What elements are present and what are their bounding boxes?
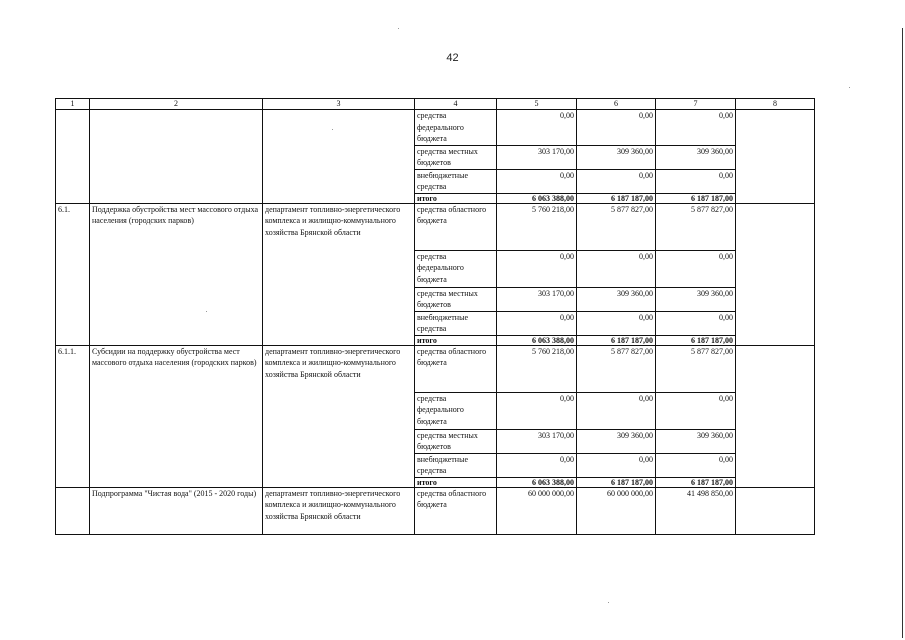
amount-col7-cell: 0,00 [656,110,736,146]
amount-col6-cell: 0,00 [577,392,656,429]
amount-col7-cell: 309 360,00 [656,429,736,453]
column-header: 5 [497,99,577,110]
amount-col6-cell: 5 877 827,00 [577,203,656,250]
amount-col5-cell: 303 170,00 [497,429,577,453]
amount-col7-cell: 309 360,00 [656,145,736,169]
amount-col6-cell: 6 187 187,00 [577,193,656,203]
amount-col7-cell: 5 877 827,00 [656,345,736,392]
column-header: 4 [415,99,497,110]
amount-col5-cell: 0,00 [497,169,577,193]
amount-col5-cell: 0,00 [497,311,577,335]
amount-col6-cell: 0,00 [577,250,656,287]
column-header: 8 [736,99,815,110]
amount-col5-cell: 303 170,00 [497,287,577,311]
funding-source-cell: средства областного бюджета [415,203,497,250]
amount-col6-cell: 60 000 000,00 [577,487,656,534]
amount-col6-cell: 309 360,00 [577,145,656,169]
amount-col5-cell: 6 063 388,00 [497,335,577,345]
executor-cell [263,110,415,204]
funding-source-cell: средства областного бюджета [415,345,497,392]
amount-col7-cell: 0,00 [656,169,736,193]
scan-edge-line [902,28,903,638]
amount-col6-cell: 5 877 827,00 [577,345,656,392]
table-row [56,110,815,146]
item-name-cell [90,110,263,204]
item-name-cell: Субсидии на поддержку обустройства мест массового отдыха населения (городских парков) [90,345,263,487]
amount-col7-cell: 309 360,00 [656,287,736,311]
amount-col6-cell: 0,00 [577,110,656,146]
budget-table [55,98,815,535]
item-number-cell: 6.1.1. [56,345,90,487]
executor-cell: департамент топливно-энергетического комплекса и жилищно-коммунального хозяйства Брянской области [263,345,415,487]
amount-col6-cell: 0,00 [577,311,656,335]
column-8-cell [736,487,815,534]
funding-source-cell: внебюджетные средства [415,453,497,477]
scan-speck [849,87,850,88]
amount-col5-cell: 303 170,00 [497,145,577,169]
page-number: 42 [446,52,459,64]
column-header: 1 [56,99,90,110]
amount-col7-cell: 0,00 [656,392,736,429]
amount-col6-cell: 6 187 187,00 [577,335,656,345]
funding-source-cell: внебюджетные средства [415,311,497,335]
column-header: 6 [577,99,656,110]
amount-col7-cell: 6 187 187,00 [656,193,736,203]
amount-col5-cell: 0,00 [497,110,577,146]
item-number-cell [56,487,90,534]
funding-source-cell: итого [415,477,497,487]
amount-col5-cell: 0,00 [497,392,577,429]
amount-col7-cell: 0,00 [656,250,736,287]
executor-cell: департамент топливно-энергетического комплекса и жилищно-коммунального хозяйства Брянской области [263,203,415,345]
table-row [56,203,815,250]
column-8-cell [736,203,815,345]
column-8-cell [736,110,815,204]
funding-source-cell: средства федерального бюджета [415,250,497,287]
funding-source-cell: средства федерального бюджета [415,110,497,146]
funding-source-cell: средства местных бюджетов [415,429,497,453]
funding-source-cell: внебюджетные средства [415,169,497,193]
item-name-cell: Подпрограмма "Чистая вода" (2015 - 2020 годы) [90,487,263,534]
column-header: 3 [263,99,415,110]
amount-col6-cell: 309 360,00 [577,287,656,311]
scan-speck [398,28,399,29]
item-number-cell: 6.1. [56,203,90,345]
amount-col7-cell: 41 498 850,00 [656,487,736,534]
item-number-cell [56,110,90,204]
amount-col7-cell: 0,00 [656,453,736,477]
executor-cell: департамент топливно-энергетического комплекса и жилищно-коммунального хозяйства Брянской области [263,487,415,534]
amount-col6-cell: 0,00 [577,169,656,193]
funding-source-cell: средства областного бюджета [415,487,497,534]
funding-source-cell: средства местных бюджетов [415,145,497,169]
funding-source-cell: итого [415,193,497,203]
scan-speck [608,602,609,603]
amount-col5-cell: 0,00 [497,453,577,477]
funding-source-cell: средства местных бюджетов [415,287,497,311]
funding-source-cell: средства федерального бюджета [415,392,497,429]
table-row [56,345,815,392]
item-name-cell: Поддержка обустройства мест массового отдыха населения (городских парков) [90,203,263,345]
amount-col7-cell: 6 187 187,00 [656,335,736,345]
column-header-row [56,99,815,110]
amount-col5-cell: 6 063 388,00 [497,477,577,487]
amount-col5-cell: 5 760 218,00 [497,203,577,250]
amount-col6-cell: 309 360,00 [577,429,656,453]
column-header: 7 [656,99,736,110]
amount-col5-cell: 5 760 218,00 [497,345,577,392]
amount-col6-cell: 0,00 [577,453,656,477]
amount-col5-cell: 60 000 000,00 [497,487,577,534]
amount-col5-cell: 0,00 [497,250,577,287]
column-header: 2 [90,99,263,110]
amount-col7-cell: 6 187 187,00 [656,477,736,487]
amount-col7-cell: 0,00 [656,311,736,335]
column-8-cell [736,345,815,487]
funding-source-cell: итого [415,335,497,345]
table-row [56,487,815,534]
amount-col7-cell: 5 877 827,00 [656,203,736,250]
amount-col5-cell: 6 063 388,00 [497,193,577,203]
amount-col6-cell: 6 187 187,00 [577,477,656,487]
